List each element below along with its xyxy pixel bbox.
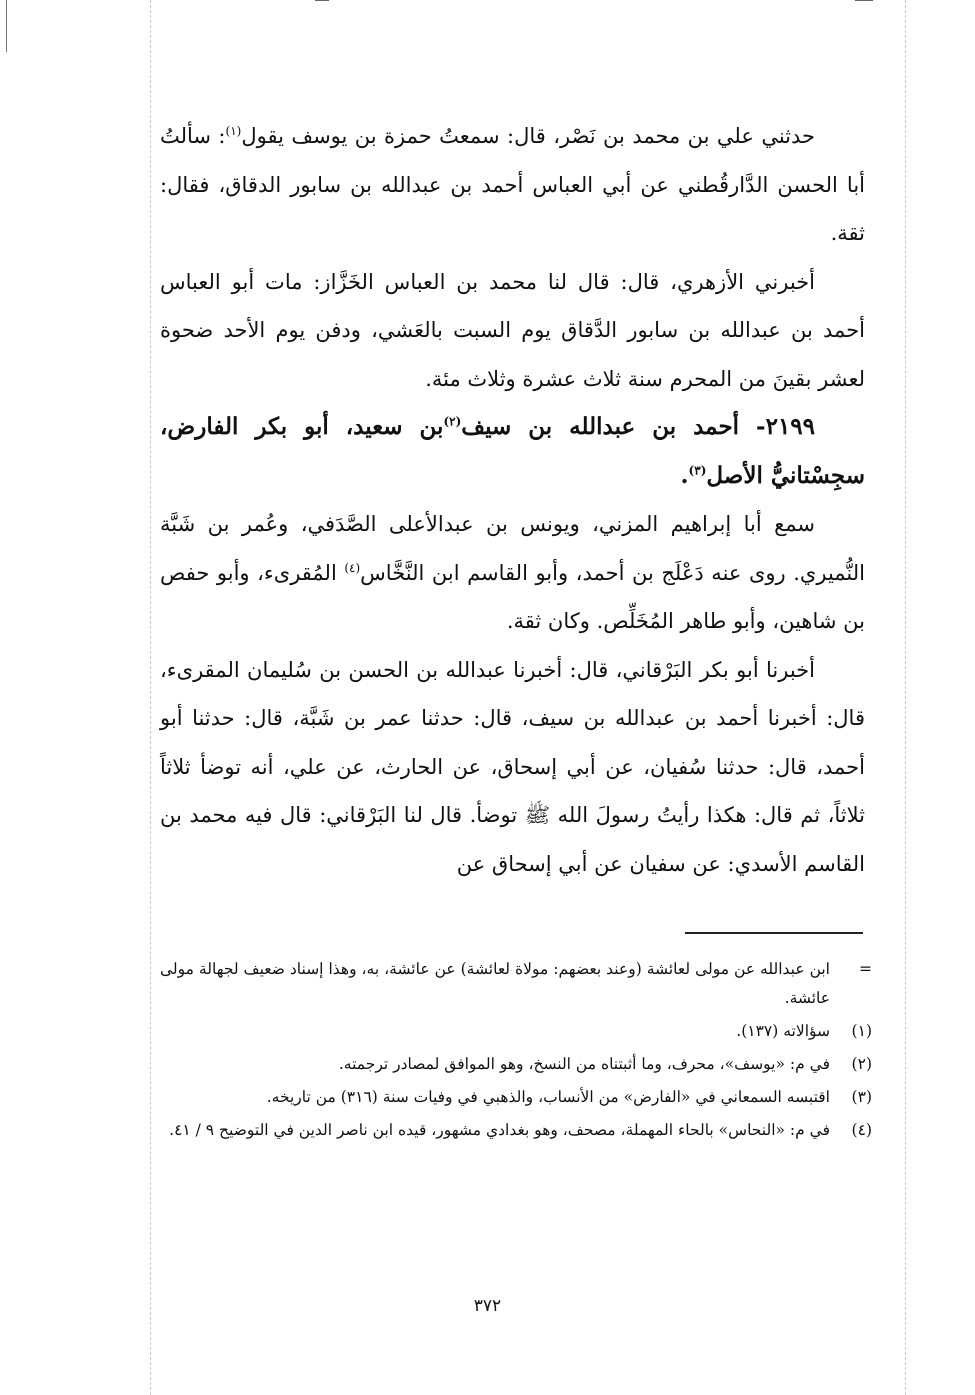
footnote-ref: (١) [225,124,242,138]
main-text [160,112,865,888]
paragraph-narration-2: أخبرني الأزهري، قال: قال لنا محمد بن العباس الخَزَّاز: مات أبو العباس أحمد بن عبدالله بن سابور الدَّقاق يوم السبت بالعَشي، ودفن يوم الأحد ضحوة لعشر بقينَ من المحرم سنة ثلاث عشرة وثلاث مئة. [160,269,865,391]
footnote-separator [685,932,863,934]
scan-fold-line [150,0,151,1395]
scan-top-mark [855,0,873,1]
footnote-number: (٤) [851,1121,872,1139]
footnote-number: = [859,960,872,978]
footnote-item [160,1017,872,1046]
footnote-text: سؤالاته (١٣٧). [736,1022,830,1040]
paragraph-narration-1 [160,112,865,258]
footnote-number: (٢) [851,1055,872,1073]
page-number: ٣٧٢ [473,1296,502,1316]
entry-end: . [680,461,689,489]
biography-entry-heading [160,403,865,500]
footnote-text: في م: «يوسف»، محرف، وما أثبتناه من النسخ، وهو الموافق لمصادر ترجمته. [338,1055,830,1073]
text-run: المُقرىء، وأبو حفص بن شاهين، وأبو طاهر المُخَلِّص. وكان ثقة. [160,560,865,633]
footnote-text: اقتبسه السمعاني في «الفارض» من الأنساب، والذهبي في وفيات سنة (٣١٦) من تاريخه. [266,1088,830,1106]
entry-name: بن سعيد، أبو بكر الفارض، سجِسْتانيُّ الأصل [160,413,865,489]
entry-name: أحمد بن عبدالله بن سيف [461,413,757,440]
footnote-ref: (٢) [443,414,462,429]
text-run: حدثني علي بن محمد بن نَصْر، قال: سمعتُ حمزة بن يوسف يقول [241,124,816,148]
footnote-number: (٣) [851,1088,872,1106]
scan-top-mark [315,0,329,1]
paragraph-biography [160,500,865,646]
footnote-text: في م: «النحاس» بالحاء المهملة، مصحف، وهو بغدادي مشهور، قيده ابن ناصر الدين في التوضيح ٩ / ٤١. [169,1121,830,1139]
footnotes [160,955,872,1149]
text-run: سمع أبا إبراهيم المزني، ويونس بن عبدالأعلى الصَّدَفي، وعُمر بن شَبَّة النُّميري. روى عنه دَعْلَج بن أحمد، وأبو القاسم ابن النَّخَّاس [160,512,865,585]
footnote-item [160,1116,872,1145]
footnote-text: ابن عبدالله عن مولى لعائشة (وعند بعضهم: مولاة لعائشة) عن عائشة، به، وهذا إسناد ضعيف لجهالة مولى عائشة. [160,960,830,1007]
footnote-ref: (٣) [688,462,707,477]
footnote-item [160,1083,872,1112]
entry-number: ٢١٩٩- [756,413,816,440]
footnote-item [160,1050,872,1079]
footnote-ref: (٤) [344,560,361,575]
footnote-number: (١) [851,1022,872,1040]
paragraph-hadith: أخبرنا أبو بكر البَرْقاني، قال: أخبرنا عبدالله بن الحسن بن سُليمان المقرىء، قال: أخبرنا أحمد بن عبدالله بن سيف، قال: حدثنا عمر بن شَبَّة، قال: حدثنا أبو أحمد، قال: حدثنا سُفيان، عن أبي إسحاق، عن الحارث، عن علي، أنه توضأ ثلاثاً ثلاثاً، ثم قال: هكذا رأيتُ رسولَ الله ﷺ توضأ. قال لنا البَرْقاني: قال فيه محمد بن القاسم الأسدي: عن سفيان عن أبي إسحاق عن [160,657,865,876]
footnote-item [160,955,872,1013]
scan-edge-line [6,0,7,52]
scan-fold-line [905,0,906,1395]
text-run: : سألتُ أبا الحسن الدَّارقُطني عن أبي العباس أحمد بن عبدالله بن سابور الدقاق، فقال: ثقة. [160,124,865,245]
